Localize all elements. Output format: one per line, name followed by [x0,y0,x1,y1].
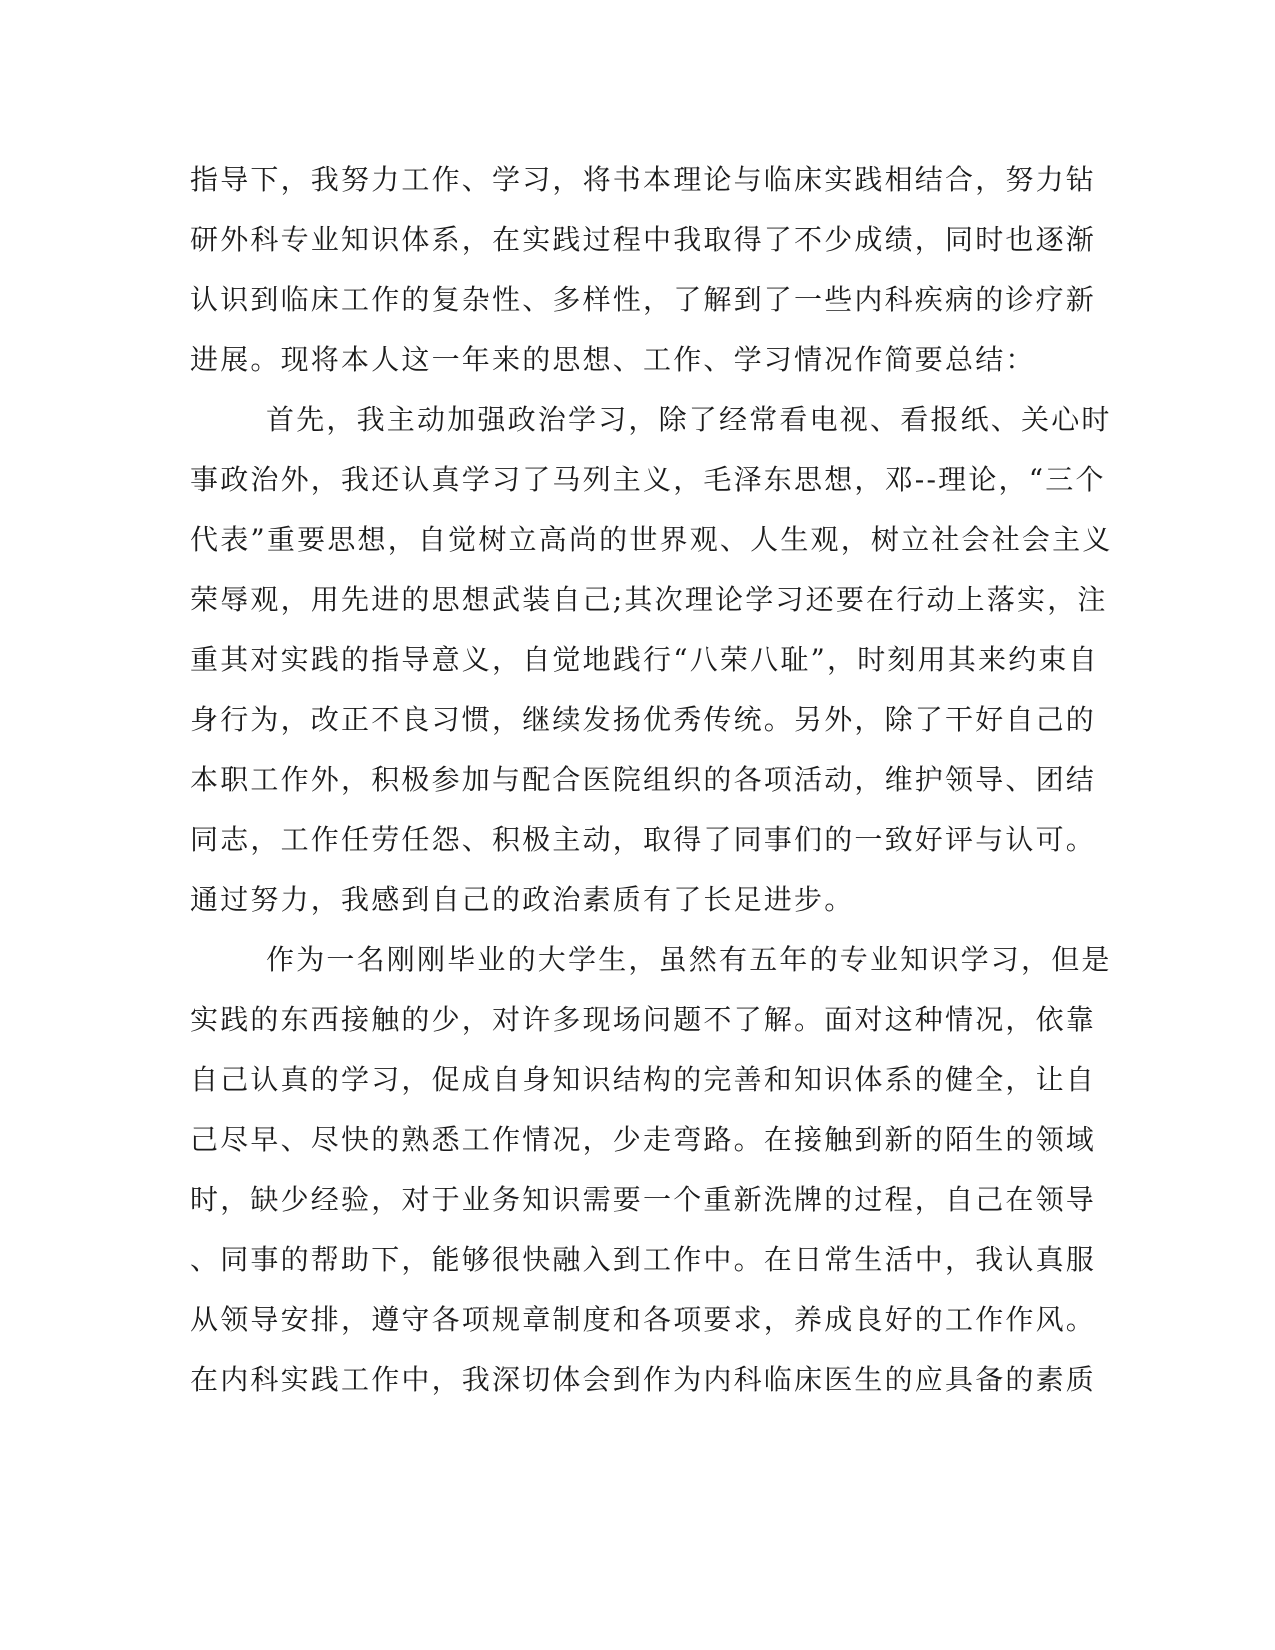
body-text [190,150,1113,1410]
text-line: 进展。现将本人这一年来的思想、工作、学习情况作简要总结： [190,343,1036,376]
text-line: 身行为，改正不良习惯，继续发扬优秀传统。另外，除了干好自己的 [190,703,1097,736]
text-line: 、同事的帮助下，能够很快融入到工作中。在日常生活中，我认真服 [190,1243,1097,1276]
text-line: 指导下，我努力工作、学习，将书本理论与临床实践相结合，努力钻 [190,163,1097,196]
text-line: 研外科专业知识体系，在实践过程中我取得了不少成绩，同时也逐渐 [190,223,1097,256]
text-line: 从领导安排，遵守各项规章制度和各项要求，养成良好的工作作风。 [190,1303,1097,1336]
paragraph-first-line: 作为一名刚刚毕业的大学生，虽然有五年的专业知识学习，但是 [266,943,1112,976]
text-line: 同志，工作任劳任怨、积极主动，取得了同事们的一致好评与认可。 [190,823,1097,856]
text-line: 实践的东西接触的少，对许多现场问题不了解。面对这种情况，依靠 [190,1003,1097,1036]
paragraph-first-line: 首先，我主动加强政治学习，除了经常看电视、看报纸、关心时 [266,403,1112,436]
text-line: 代表”重要思想，自觉树立高尚的世界观、人生观，树立社会社会主义 [190,523,1113,556]
text-line: 重其对实践的指导意义，自觉地践行“八荣八耻”，时刻用其来约束自 [190,643,1099,676]
text-line: 时，缺少经验，对于业务知识需要一个重新洗牌的过程，自己在领导 [190,1183,1097,1216]
text-line: 自己认真的学习，促成自身知识结构的完善和知识体系的健全，让自 [190,1063,1097,1096]
text-line: 通过努力，我感到自己的政治素质有了长足进步。 [190,883,855,916]
text-line: 事政治外，我还认真学习了马列主义，毛泽东思想，邓--理论，“三个 [190,463,1106,496]
text-line: 认识到临床工作的复杂性、多样性，了解到了一些内科疾病的诊疗新 [190,283,1097,316]
text-line: 己尽早、尽快的熟悉工作情况，少走弯路。在接触到新的陌生的领域 [190,1123,1097,1156]
text-line: 在内科实践工作中，我深切体会到作为内科临床医生的应具备的素质 [190,1363,1097,1396]
text-line: 荣辱观，用先进的思想武装自己;其次理论学习还要在行动上落实，注 [190,583,1108,616]
text-line: 本职工作外，积极参加与配合医院组织的各项活动，维护领导、团结 [190,763,1097,796]
